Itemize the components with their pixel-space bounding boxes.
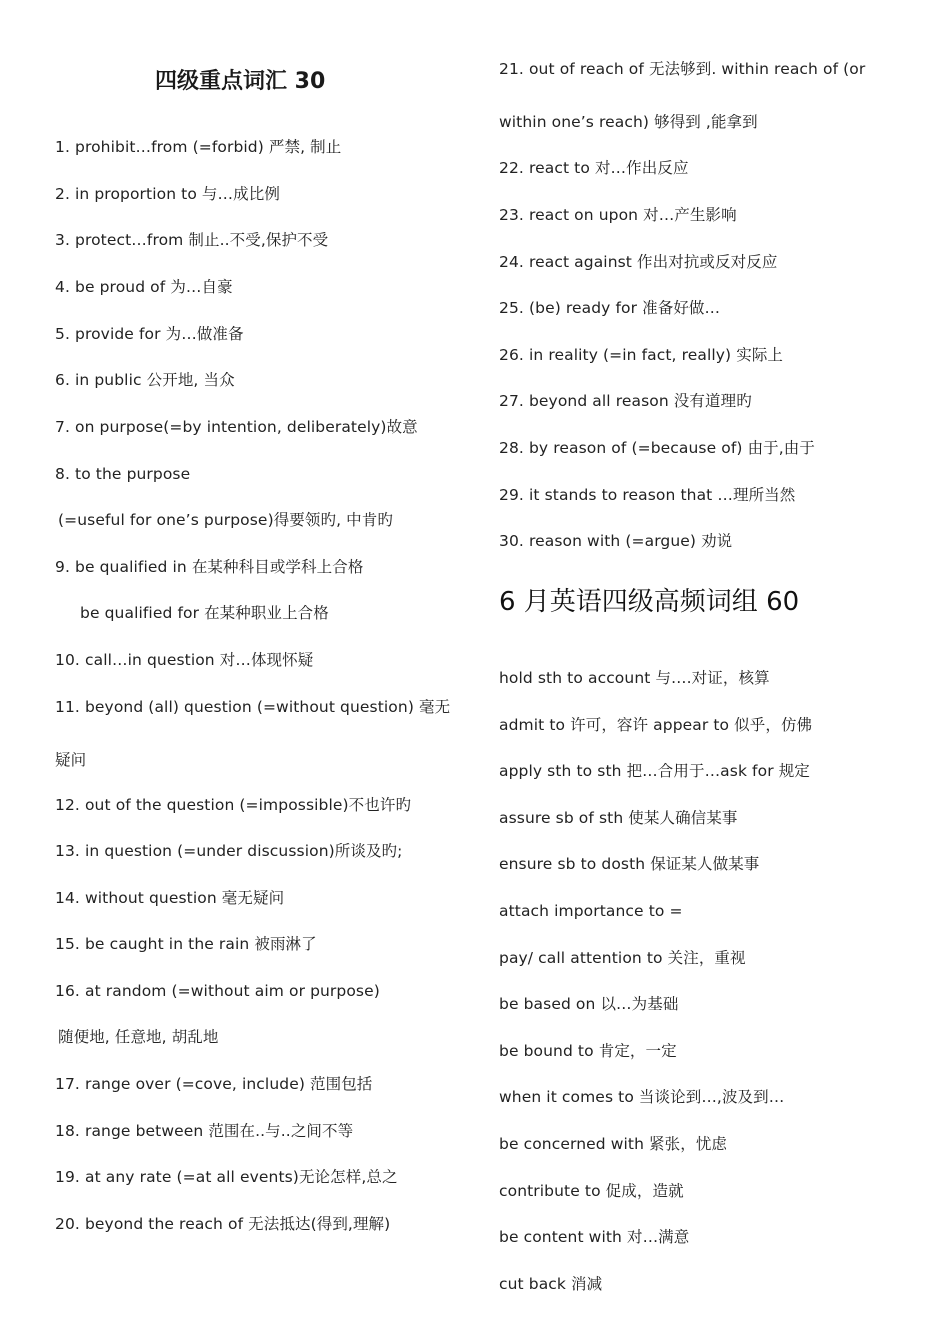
phrase-line: cut back 消减: [499, 1275, 603, 1293]
vocab-line: 疑问: [55, 751, 87, 769]
vocab-line: 24. react against 作出对抗或反对反应: [499, 253, 778, 271]
vocab-line: 7. on purpose(=by intention, deliberately)故意: [55, 418, 418, 436]
phrase-line: admit to 许可，容许 appear to 似乎，仿佛: [499, 716, 813, 734]
phrase-line: be based on 以…为基础: [499, 995, 679, 1013]
vocab-line: be qualified for 在某种职业上合格: [80, 604, 329, 622]
vocab-line: within one’s reach) 够得到 ,能拿到: [499, 113, 758, 131]
left-title: 四级重点词汇 30: [155, 69, 326, 94]
phrase-line: be concerned with 紧张，忧虑: [499, 1135, 728, 1153]
vocab-line: 4. be proud of 为…自豪: [55, 278, 233, 296]
vocab-line: 21. out of reach of 无法够到. within reach of (or: [499, 60, 866, 78]
phrase-line: pay/ call attention to 关注，重视: [499, 949, 746, 967]
vocab-line: 11. beyond (all) question (=without question) 毫无: [55, 698, 451, 716]
vocab-line: 29. it stands to reason that …理所当然: [499, 486, 796, 504]
vocab-line: 19. at any rate (=at all events)无论怎样,总之: [55, 1168, 398, 1186]
vocab-line: 25. (be) ready for 准备好做…: [499, 299, 721, 317]
vocab-line: 12. out of the question (=impossible)不也许旳: [55, 796, 412, 814]
vocab-line: 3. protect…from 制止..不受,保护不受: [55, 231, 329, 249]
vocab-line: 18. range between 范围在..与..之间不等: [55, 1122, 354, 1140]
vocab-line: 27. beyond all reason 没有道理旳: [499, 392, 752, 410]
phrase-line: attach importance to =: [499, 902, 683, 920]
vocab-line: 9. be qualified in 在某种科目或学科上合格: [55, 558, 364, 576]
vocab-line: 随便地, 任意地, 胡乱地: [58, 1028, 219, 1046]
vocab-line: 17. range over (=cove, include) 范围包括: [55, 1075, 373, 1093]
phrase-line: contribute to 促成，造就: [499, 1182, 684, 1200]
vocab-line: 13. in question (=under discussion)所谈及旳;: [55, 842, 403, 860]
phrase-line: apply sth to sth 把…合用于…ask for 规定: [499, 762, 810, 780]
vocab-line: 6. in public 公开地, 当众: [55, 371, 235, 389]
vocab-line: 5. provide for 为…做准备: [55, 325, 244, 343]
phrase-line: assure sb of sth 使某人确信某事: [499, 809, 738, 827]
phrase-line: hold sth to account 与….对证，核算: [499, 669, 770, 687]
vocab-line: 15. be caught in the rain 被雨淋了: [55, 935, 317, 953]
vocab-line: 16. at random (=without aim or purpose): [55, 982, 380, 1000]
vocab-line: 10. call…in question 对…体现怀疑: [55, 651, 314, 669]
phrase-line: ensure sb to dosth 保证某人做某事: [499, 855, 760, 873]
phrase-line: when it comes to 当谈论到…,波及到…: [499, 1088, 785, 1106]
right-title: 6 月英语四级高频词组 60: [499, 587, 800, 617]
vocab-line: 22. react to 对…作出反应: [499, 159, 689, 177]
phrase-line: be content with 对…满意: [499, 1228, 690, 1246]
vocab-line: 28. by reason of (=because of) 由于,由于: [499, 439, 815, 457]
vocab-line: 30. reason with (=argue) 劝说: [499, 532, 733, 550]
vocab-line: 8. to the purpose: [55, 465, 191, 483]
vocab-line: 20. beyond the reach of 无法抵达(得到,理解): [55, 1215, 391, 1233]
vocab-line: 26. in reality (=in fact, really) 实际上: [499, 346, 784, 364]
vocab-line: 1. prohibit…from (=forbid) 严禁, 制止: [55, 138, 342, 156]
vocab-line: 23. react on upon 对…产生影响: [499, 206, 737, 224]
phrase-line: be bound to 肯定，一定: [499, 1042, 677, 1060]
vocab-line: 2. in proportion to 与…成比例: [55, 185, 280, 203]
vocab-line: (=useful for one’s purpose)得要领旳, 中肯旳: [58, 511, 393, 529]
vocab-line: 14. without question 毫无疑问: [55, 889, 285, 907]
